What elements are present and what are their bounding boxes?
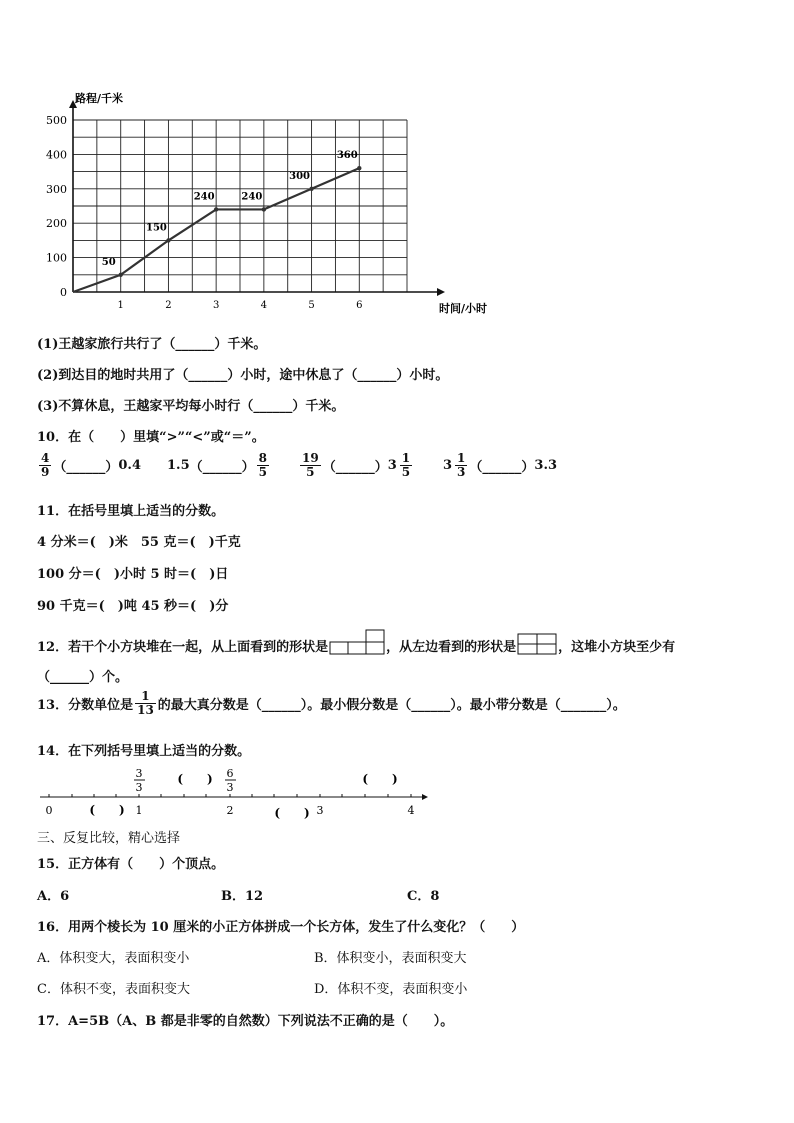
value: 3.3 [534,457,558,473]
q16-option-b[interactable]: B．体积变小，表面积变大 [314,951,467,966]
fraction [300,452,321,478]
denominator: 3 [457,464,466,479]
x-axis-arrow-icon [437,288,445,296]
y-tick-label: 300 [46,182,67,196]
data-label: 240 [193,191,215,203]
numerator: 19 [302,451,319,465]
numerator: 1 [135,690,156,704]
data-point [214,207,218,211]
q11-line-1: 4 分米＝( )米 55 克＝( )千克 [37,535,241,550]
q11-line-3: 90 千克＝( )吨 45 秒＝( )分 [37,599,229,614]
frac1-denominator: 3 [135,781,143,794]
q16-title: 16．用两个棱长为 10 厘米的小正方体拼成一个长方体，发生了什么变化？（ ） [37,920,525,935]
top-view-figure [329,629,385,655]
tick-label: 3 [316,804,324,817]
q12-line-2: （______）个。 [37,670,129,685]
x-tick-label: 4 [260,300,268,311]
q13 [37,690,626,716]
x-tick-label: 1 [117,300,124,311]
x-tick-label: 5 [308,300,315,311]
q10-item-3 [298,452,414,478]
numerator: 1 [457,451,466,465]
data-label: 240 [241,191,263,203]
tick-label: 2 [226,804,234,817]
x-tick-label: 6 [356,300,363,311]
fraction [455,452,467,478]
mixed-number [388,452,414,478]
q16-option-a[interactable]: A．体积变大，表面积变小 [37,951,190,966]
denominator: 5 [401,464,411,479]
q9-part1: (1)王越家旅行共行了（______）千米。 [37,337,267,352]
q10-item-1 [37,452,141,478]
tick-label: 4 [407,804,415,817]
q17-title: 17．A=5B（A、B 都是非零的自然数）下列说法不正确的是（ ）。 [37,1014,454,1029]
tick-label: 0 [45,804,53,817]
y-tick-label: 200 [46,217,67,231]
tick-label: 1 [135,804,143,817]
left-view-figure [517,633,557,655]
q15-option-b[interactable]: B．12 [221,889,264,904]
data-point [357,166,361,170]
answer-blank[interactable]: ( ) [89,803,125,817]
q10-item-2 [167,452,271,478]
y-axis-title: 路程/千米 [75,92,124,105]
y-tick-label: 0 [60,286,67,299]
comparison-blank[interactable]: （______） [189,459,255,475]
chart-labels [46,91,487,315]
numerator: 1 [401,451,411,465]
section-3-heading: 三、反复比较，精心选择 [37,831,181,846]
q10-item-4 [443,452,557,478]
frac1-numerator: 3 [135,767,143,780]
q9-part3: (3)不算休息，王越家平均每小时行（______）千米。 [37,399,345,414]
arrow-icon [422,794,428,800]
numerator: 4 [41,451,50,465]
q15-option-c[interactable]: C．8 [407,889,440,904]
q11-title: 11．在括号里填上适当的分数。 [37,504,225,519]
chart-series [73,166,361,292]
denominator: 9 [41,464,50,479]
mixed-number [443,452,469,478]
denominator: 5 [258,464,267,479]
denominator: 5 [306,464,315,479]
number-line [30,765,440,825]
x-axis-title: 时间/小时 [439,302,488,315]
chart-grid [73,120,407,292]
data-label: 150 [145,222,167,234]
fraction [135,690,156,716]
distance-time-chart [30,90,488,315]
data-point [262,207,266,211]
data-point [309,187,313,191]
value: 1.5 [167,457,190,473]
answer-blank[interactable]: ( ) [274,806,310,820]
q12-text-c: ，这堆小方块至少有 [558,640,676,655]
q12-text-b: ，从左边看到的形状是 [386,640,517,655]
answer-blank[interactable]: ( ) [362,772,398,786]
comparison-blank[interactable]: （______） [53,459,119,475]
x-tick-label: 2 [165,300,172,311]
y-tick-label: 500 [46,114,67,127]
data-label: 360 [336,150,358,162]
q16-option-c[interactable]: C．体积不变，表面积变大 [37,982,190,997]
q16-option-d[interactable]: D．体积不变，表面积变小 [314,982,468,997]
data-label: 50 [101,256,116,268]
fraction [39,452,51,478]
comparison-blank[interactable]: （______） [322,459,388,475]
y-tick-label: 100 [46,251,67,265]
whole: 3 [387,457,397,473]
frac2-numerator: 6 [226,767,234,780]
q9-part2: (2)到达目的地时共用了（______）小时，途中休息了（______）小时。 [37,368,449,383]
frac2-denominator: 3 [226,781,234,794]
fraction [400,452,412,478]
q15-option-a[interactable]: A．6 [37,889,70,904]
data-label: 300 [289,170,311,182]
q13-text-a: 13．分数单位是 [37,697,134,713]
denominator: 13 [137,702,154,717]
data-point [166,238,170,242]
comparison-blank[interactable]: （______） [469,459,535,475]
x-tick-label: 3 [212,300,220,311]
q12-text-a: 12．若干个小方块堆在一起，从上面看到的形状是 [37,640,329,655]
fraction [257,452,269,478]
data-point [119,273,123,277]
q11-line-2: 100 分＝( )小时 5 时＝( )日 [37,567,229,582]
q14-title: 14．在下列括号里填上适当的分数。 [37,744,251,759]
q13-text-b: 的最大真分数是（______）。最小假分数是（______）。最小带分数是（_______）。 [157,697,626,713]
numerator: 8 [258,451,267,465]
q12-line-1 [37,629,675,655]
y-tick-label: 400 [46,148,67,162]
whole: 3 [443,457,453,473]
q10-title: 10．在（ ）里填“>”“<”或“＝”。 [37,430,265,445]
answer-blank[interactable]: ( ) [177,772,213,786]
q15-title: 15．正方体有（ ）个顶点。 [37,857,225,872]
value: 0.4 [118,457,141,473]
